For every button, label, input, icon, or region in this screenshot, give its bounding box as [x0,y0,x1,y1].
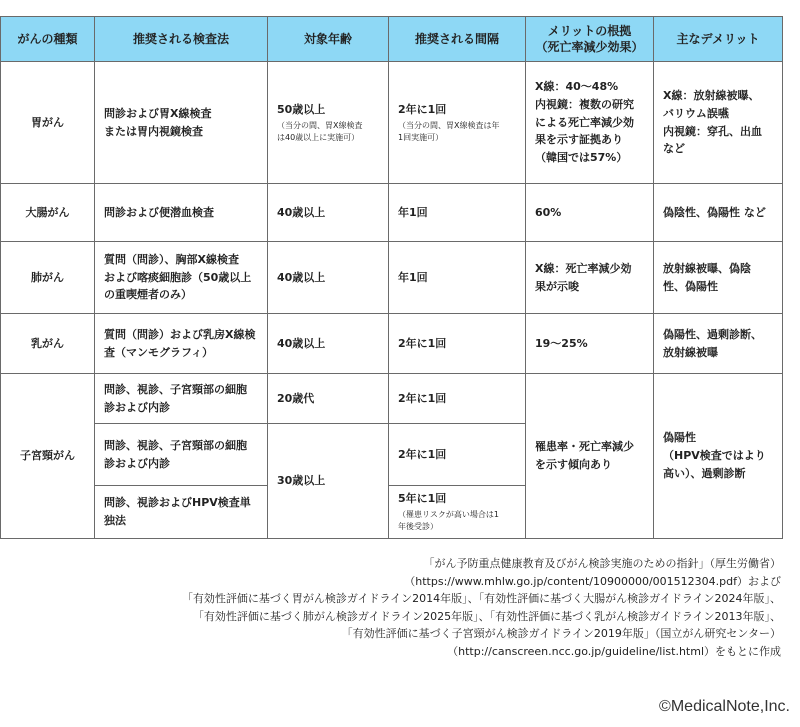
table-row [1,242,783,314]
merit-cell: 罹患率・死亡率減少 を示す傾向あり [526,374,654,539]
method-cell: 問診、視診、子宮頸部の細胞 診および内診 [95,374,268,424]
header-method: 推奨される検査法 [95,17,268,62]
interval-cell: 2年に1回 [389,424,526,486]
source-citation [0,555,781,661]
demerit-cell: 放射線被曝、偽陰 性、偽陽性 [654,242,783,314]
interval-cell: 2年に1回 [389,314,526,374]
interval-cell: 年1回 [389,184,526,242]
method-cell: 問診および胃X線検査 または胃内視鏡検査 [95,62,268,184]
header-merit: メリットの根拠 （死亡率減少効果） [526,17,654,62]
table-row [1,314,783,374]
merit-cell: X線：40～48% 内視鏡：複数の研究 による死亡率減少効 果を示す証拠あり （韓国では57%） [526,62,654,184]
age-cell: 20歳代 [268,374,389,424]
age-cell: 40歳以上 [268,314,389,374]
cancer-type-cell: 大腸がん [1,184,95,242]
method-cell: 質問（問診）および乳房X線検 査（マンモグラフィ） [95,314,268,374]
table-row [1,62,783,184]
screening-table [0,16,783,539]
demerit-cell: 偽陽性、過剰診断、 放射線被曝 [654,314,783,374]
source-line: 「有効性評価に基づく胃がん検診ガイドライン2014年版」、「有効性評価に基づく大腸がん検診ガイドライン2024年版」、 [181,592,781,606]
age-cell: 30歳以上 [268,424,389,539]
method-cell: 問診および便潜血検査 [95,184,268,242]
table-row [1,374,783,424]
merit-cell: 19～25% [526,314,654,374]
source-line: （https://www.mhlw.go.jp/content/10900000/001512304.pdf）および [404,574,781,588]
interval-note: （罹患リスクが高い場合は1 年後受診） [398,509,499,532]
age-cell: 40歳以上 [268,242,389,314]
header-cancer-type: がんの種類 [1,17,95,62]
header-demerit: 主なデメリット [654,17,783,62]
merit-cell: X線：死亡率減少効 果が示唆 [526,242,654,314]
method-cell: 問診、視診、子宮頸部の細胞 診および内診 [95,424,268,486]
source-line: 「がん予防重点健康教育及びがん検診実施のための指針」（厚生労働省） [423,557,781,570]
demerit-cell: X線：放射線被曝、 バリウム誤嚥 内視鏡：穿孔、出血 など [654,62,783,184]
interval-cell [389,62,526,184]
age-cell [268,62,389,184]
cancer-type-cell: 肺がん [1,242,95,314]
source-line: 「有効性評価に基づく子宮頸がん検診ガイドライン2019年版」（国立がん研究センター） [341,627,781,641]
table-row [1,184,783,242]
interval-cell: 年1回 [389,242,526,314]
cancer-type-cell: 胃がん [1,62,95,184]
source-line: （http://canscreen.ncc.go.jp/guideline/list.html）をもとに作成 [447,644,781,658]
age-cell: 40歳以上 [268,184,389,242]
cancer-type-cell: 乳がん [1,314,95,374]
source-line: 「有効性評価に基づく肺がん検診ガイドライン2025年版」、「有効性評価に基づく乳がん検診ガイドライン2013年版」、 [192,609,781,623]
age-value: 50歳以上 [277,102,326,116]
interval-cell [389,486,526,539]
table-header-row [1,17,783,62]
age-note: （当分の間、胃X線検査 は40歳以上に実施可） [277,120,363,142]
header-target-age: 対象年齢 [268,17,389,62]
copyright: ©MedicalNote,Inc. [659,698,790,715]
method-cell: 問診、視診およびHPV検査単 独法 [95,486,268,539]
method-cell: 質問（問診）、胸部X線検査 および喀痰細胞診（50歳以上 の重喫煙者のみ） [95,242,268,314]
merit-cell: 60% [526,184,654,242]
interval-note: （当分の間、胃X線検査は年 1回実施可） [398,120,500,142]
demerit-cell: 偽陽性 （HPV検査ではより 高い）、過剰診断 [654,374,783,539]
demerit-cell: 偽陰性、偽陽性 など [654,184,783,242]
cancer-type-cell: 子宮頸がん [1,374,95,539]
interval-value: 2年に1回 [398,102,447,116]
interval-cell: 2年に1回 [389,374,526,424]
header-interval: 推奨される間隔 [389,17,526,62]
interval-value: 5年に1回 [398,492,447,505]
